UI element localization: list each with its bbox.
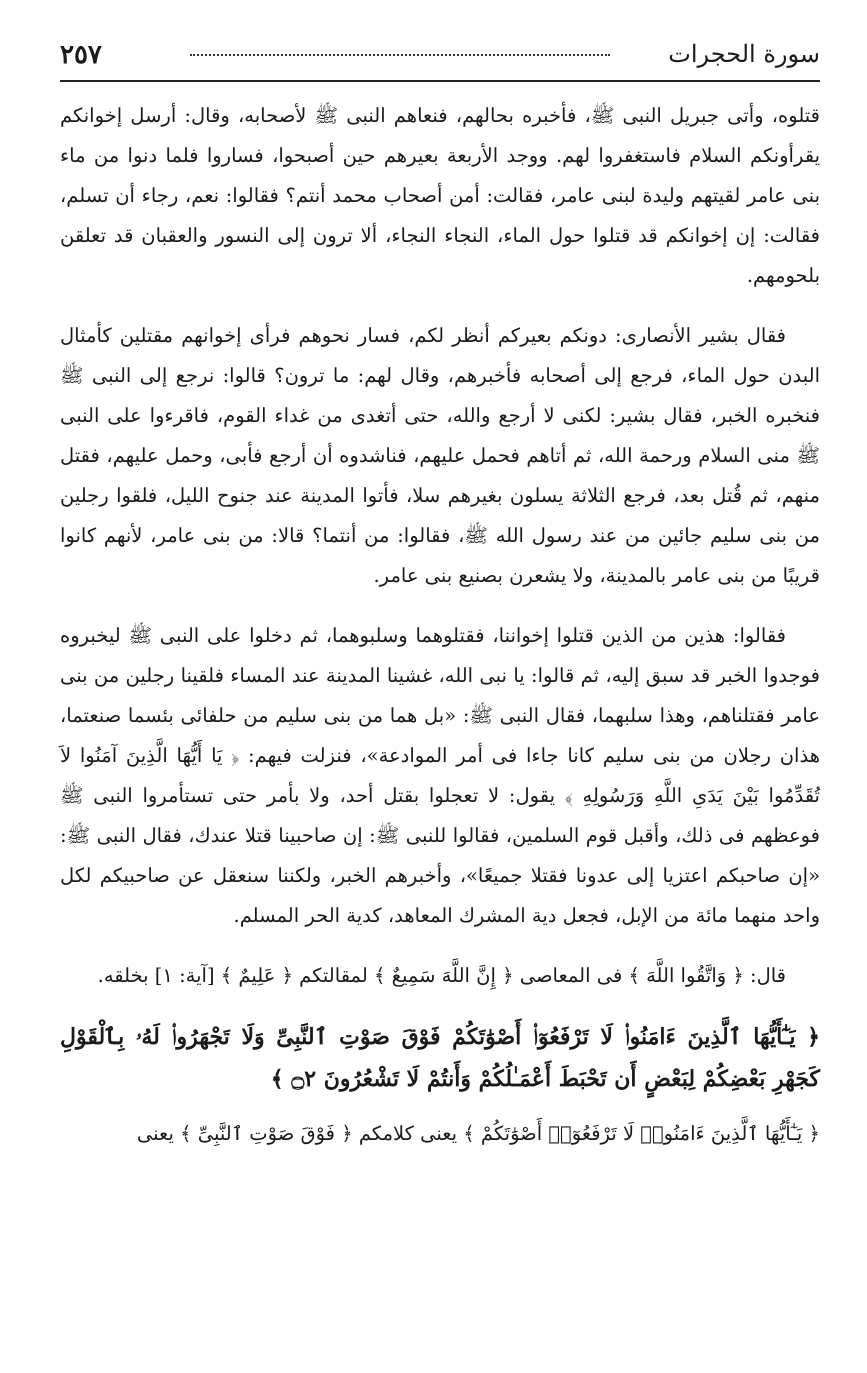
paragraph-2: فقال بشير الأنصارى: دونكم بعيركم أنظر لكم، فسار نحوهم فرأى إخوانهم مقتلين كأمثال البدن حول الماء، فرجع إلى أصحابه فأخبرهم، وقال لهم: ما ترون؟ قالوا: نرجع إلى النبى ﷺ فنخبره الخبر، فقال بشير: لكنى لا أرجع والله، حتى أتغدى من غداء القوم، فاقرءوا على النبى ﷺ منى السلام ورحمة الله، ثم أتاهم فحمل عليهم، فناشدوه أن أرجع فأبى، وحمل عليهم، فقتل منهم، ثم قُتل بعد، فرجع الثلاثة يسلون بغيرهم سلا، فأتوا المدينة عند جنوح الليل، فلقوا رجلين من بنى سليم جائين من عند رسول الله ﷺ، فقالوا: من أنتما؟ قالا: من بنى عامر، لأنهم كانوا قريبًا من بنى عامر بالمدينة، ولا يشعرن بصنيع بنى عامر. [60,324,820,587]
paragraph-4: قال: ﴿ وَاتَّقُوا اللَّهَ ﴾ فى المعاصى ﴿ إِنَّ اللَّهَ سَمِيعٌ ﴾ لمقالتكم ﴿ عَلِيمٌ ﴾ [آية: ١] بخلقه. [97,964,786,987]
paragraph-1: قتلوه، وأتى جبريل النبى ﷺ، فأخبره بحالهم، فنعاهم النبى ﷺ لأصحابه، وقال: أرسل إخوانكم يقرأونكم السلام فاستغفروا لهم. ووجد الأربعة بعيرهم حين أصبحوا، فساروا فلما دنوا من ماء بنى عامر لقيتهم وليدة لبنى عامر، فقالت: أمن أصحاب محمد أنتم؟ فقالوا: نعم، رجاء أن تسلم، فقالت: إن إخوانكم قد قتلوا حول الماء، النجاء النجاء، ألا ترون إلى النسور والعقبان قد تعلقن بلحومهم. [60,104,820,287]
paragraph-3: فقالوا: هذين من الذين قتلوا إخواننا، فقتلوهما وسلبوهما، ثم دخلوا على النبى ﷺ ليخبروه فوجدوا الخبر قد سبق إليه، ثم قالوا: يا نبى الله، غشينا المدينة عند المساء فلقينا رجلين من بنى عامر فقتلناهم، وهذا سلبهما، فقال النبى ﷺ: «بل هما من بنى سليم من حلفائى بئسما صنعتما، هذان رجلان من بنى سليم كانا جاءا فى أمر الموادعة»، فنزلت فيهم: ﴿ يَا أَيُّهَا الَّذِينَ آمَنُوا لاَ تُقَدِّمُوا بَيْنَ يَدَىِ اللَّهِ وَرَسُولِهِ ﴾ يقول: لا تعجلوا بقتل أحد، ولا بأمر حتى تستأمروا النبى ﷺ فوعظهم فى ذلك، وأقبل قوم السلمين، فقالوا للنبى ﷺ: إن صاحبينا قتلا عندك، فقال النبى ﷺ: «إن صاحبكم اعتزيا إلى عدونا فقتلا جميعًا»، وأخبرهم الخبر، ولكننا سنعقل عن صاحبيكم لكل واحد منهما مائة من الإبل، فجعل دية المشرك المعاهد، كدية الحر المسلم. [60,624,820,927]
quran-verse: ﴿ يَـٰٓأَيُّهَا ٱلَّذِينَ ءَامَنُوا۟ لَا تَرْفَعُوٓا۟ أَصْوَٰتَكُمْ فَوْقَ صَوْتِ ٱلنَّبِىِّ وَلَا تَجْهَرُوا۟ لَهُۥ بِٱلْقَوْلِ كَجَهْرِ بَعْضِكُمْ لِبَعْضٍ أَن تَحْبَطَ أَعْمَـٰلُكُمْ وَأَنتُمْ لَا تَشْعُرُونَ ۝٢ ﴾ [60,1024,820,1092]
paragraph-last-line: ﴿ يَـٰٓأَيُّهَا ٱلَّذِينَ ءَامَنُوا۟ لَا تَرْفَعُوٓا۟ أَصْوَٰتَكُمْ ﴾ يعنى كلامكم ﴿ فَوْقَ صَوْتِ ٱلنَّبِىِّ ﴾ يعنى [136,1122,820,1145]
surah-title: سورة الحجرات [668,40,820,68]
page-number: ٢٥٧ [60,40,102,70]
header-leader-dots [190,54,610,56]
page-body [60,96,820,1174]
page-header [60,36,820,82]
